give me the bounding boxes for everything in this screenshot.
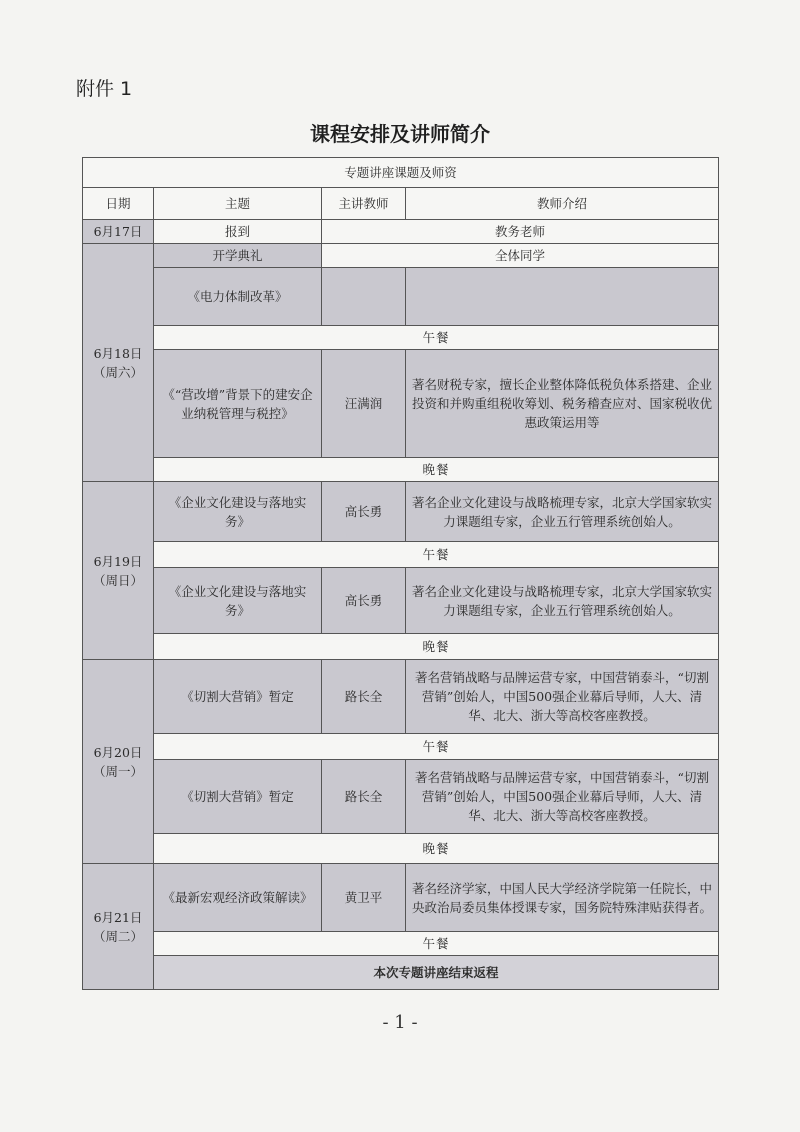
teacher-cell: 高长勇 <box>322 568 406 634</box>
table-row <box>83 864 719 932</box>
table-row <box>83 268 719 326</box>
header-topic: 主题 <box>154 188 322 220</box>
meal-cell: 午餐 <box>154 734 719 760</box>
table-row <box>83 956 719 990</box>
table-row <box>83 834 719 864</box>
date-line: 6月21日 <box>93 909 143 925</box>
date-cell <box>83 244 154 482</box>
table-row <box>83 244 719 268</box>
attachment-label: 附件 1 <box>76 78 133 100</box>
table-row <box>83 482 719 542</box>
weekday-line: （周日） <box>92 572 143 588</box>
topic-cell: 《切割大营销》暂定 <box>154 660 322 734</box>
meal-cell: 午餐 <box>154 326 719 350</box>
meal-cell: 晚餐 <box>154 834 719 864</box>
table-row <box>83 542 719 568</box>
date-line: 6月18日 <box>93 345 143 361</box>
table-row <box>83 932 719 956</box>
table-row <box>83 734 719 760</box>
table-row <box>83 660 719 734</box>
date-cell: 6月17日 <box>83 220 154 244</box>
weekday-line: （周一） <box>92 763 143 779</box>
teacher-cell: 路长全 <box>322 660 406 734</box>
intro-cell: 著名财税专家，擅长企业整体降低税负体系搭建、企业投资和并购重组税收筹划、税务稽查应对、国家税收优惠政策运用等 <box>406 350 719 458</box>
topic-cell: 《企业文化建设与落地实务》 <box>154 482 322 542</box>
header-teacher: 主讲教师 <box>322 188 406 220</box>
table-header-row <box>83 188 719 220</box>
meal-cell: 午餐 <box>154 932 719 956</box>
topic-cell: 报到 <box>154 220 322 244</box>
meal-cell: 晚餐 <box>154 458 719 482</box>
schedule-table <box>82 157 719 990</box>
teacher-cell: 黄卫平 <box>322 864 406 932</box>
date-cell <box>83 660 154 864</box>
intro-cell: 著名营销战略与品牌运营专家，中国营销泰斗，“切割营销”创始人，中国500强企业幕后导师，人大、清华、北大、浙大等高校客座教授。 <box>406 660 719 734</box>
attendees-cell: 全体同学 <box>322 244 719 268</box>
header-date: 日期 <box>83 188 154 220</box>
meal-cell: 午餐 <box>154 542 719 568</box>
weekday-line: （周二） <box>92 928 143 944</box>
date-line: 6月19日 <box>93 553 143 569</box>
date-cell <box>83 864 154 990</box>
table-row <box>83 458 719 482</box>
table-row <box>83 760 719 834</box>
weekday-line: （周六） <box>92 364 143 380</box>
table-row <box>83 326 719 350</box>
intro-cell: 著名经济学家，中国人民大学经济学院第一任院长，中央政治局委员集体授课专家，国务院特殊津贴获得者。 <box>406 864 719 932</box>
topic-cell: 《企业文化建设与落地实务》 <box>154 568 322 634</box>
date-cell <box>83 482 154 660</box>
intro-cell: 著名营销战略与品牌运营专家，中国营销泰斗，“切割营销”创始人，中国500强企业幕后导师，人大、清华、北大、浙大等高校客座教授。 <box>406 760 719 834</box>
teacher-cell: 高长勇 <box>322 482 406 542</box>
page-title: 课程安排及讲师简介 <box>310 122 490 146</box>
topic-cell: 《最新宏观经济政策解读》 <box>154 864 322 932</box>
table-row <box>83 350 719 458</box>
teacher-cell: 汪满润 <box>322 350 406 458</box>
meal-cell: 晚餐 <box>154 634 719 660</box>
intro-cell: 著名企业文化建设与战略梳理专家，北京大学国家软实力课题组专家，企业五行管理系统创始人。 <box>406 482 719 542</box>
closing-cell: 本次专题讲座结束返程 <box>154 956 719 990</box>
page-number: - 1 - <box>382 1012 418 1033</box>
table-row <box>83 568 719 634</box>
table-row <box>83 634 719 660</box>
header-intro: 教师介绍 <box>406 188 719 220</box>
table-caption: 专题讲座课题及师资 <box>83 158 719 188</box>
topic-cell: 《电力体制改革》 <box>154 268 322 326</box>
staff-cell: 教务老师 <box>322 220 719 244</box>
teacher-cell: 路长全 <box>322 760 406 834</box>
table-row <box>83 220 719 244</box>
intro-cell <box>406 268 719 326</box>
topic-cell: 《切割大营销》暂定 <box>154 760 322 834</box>
topic-cell: 《“营改增”背景下的建安企业纳税管理与税控》 <box>154 350 322 458</box>
teacher-cell <box>322 268 406 326</box>
table-caption-row <box>83 158 719 188</box>
topic-cell: 开学典礼 <box>154 244 322 268</box>
date-line: 6月20日 <box>93 744 143 760</box>
intro-cell: 著名企业文化建设与战略梳理专家，北京大学国家软实力课题组专家，企业五行管理系统创始人。 <box>406 568 719 634</box>
